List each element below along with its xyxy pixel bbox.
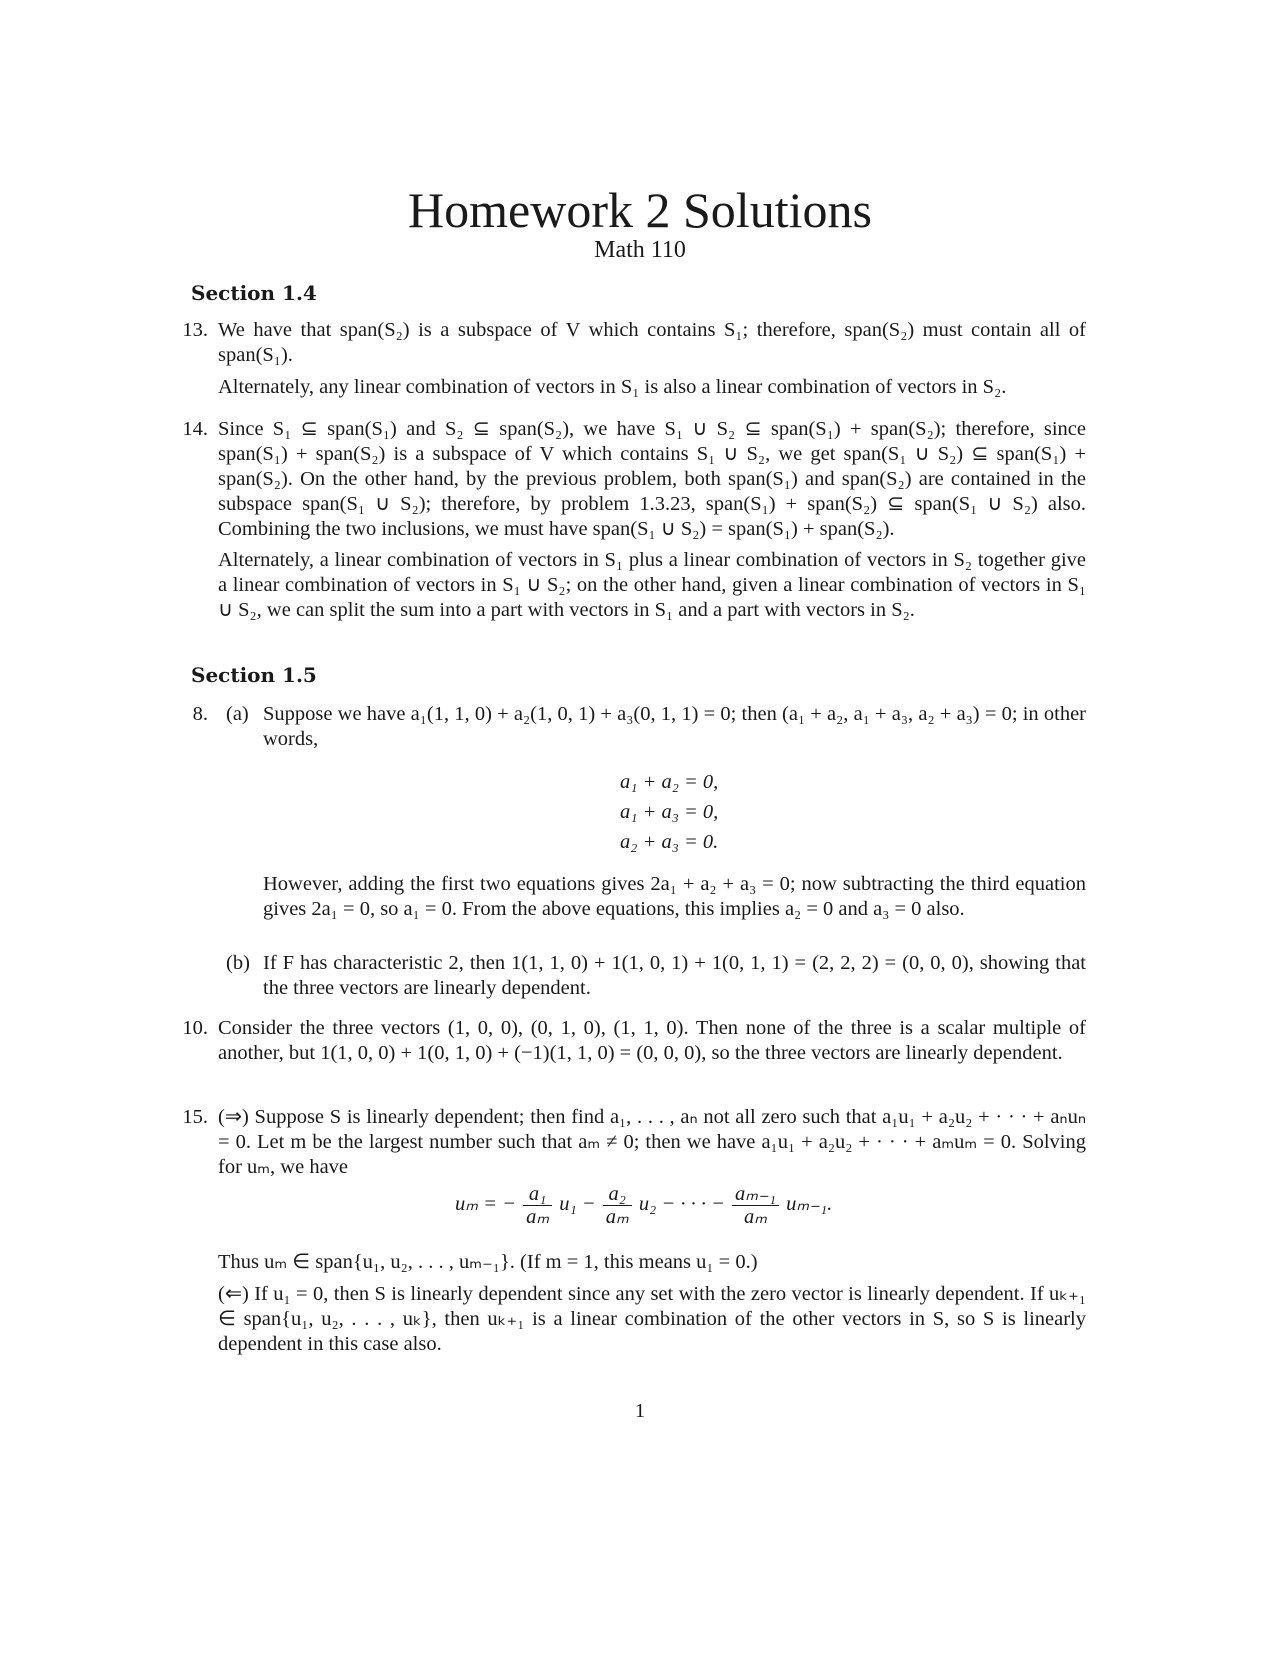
problem-13-number: 13. xyxy=(182,319,208,341)
problem-14-text: Since S₁ ⊆ span(S₁) and S₂ ⊆ span(S₂), we have S₁ ∪ S₂ ⊆ span(S₁) + span(S₂); therefore, since span(S₁) + span(S₂) is a subspace of V which contains S₁ ∪ S₂, we get span(S₁ ∪ S₂) ⊆ span(S₁) + span(S₂). On the other hand, by the previous problem, both span(S₁) and span(S₂) are contained in the subspace span(S₁ ∪ S₂); therefore, by problem 1.3.23, span(S₁) + span(S₂) ⊆ span(S₁ ∪ S₂) also. Combining the two inclusions, we must have span(S₁ ∪ S₂) = span(S₁) + span(S₂). xyxy=(218,418,1086,540)
section-heading-1-5: Section 1.5 xyxy=(191,663,317,687)
equation-2: a₁ + a₃ = 0, xyxy=(620,801,719,823)
problem-8-number: 8. xyxy=(192,703,208,725)
problem-15-thus: Thus uₘ ∈ span{u₁, u₂, . . . , uₘ₋₁}. (If m = 1, this means u₁ = 0.) xyxy=(218,1251,758,1273)
problem-14-number: 14. xyxy=(182,418,208,440)
fraction-1-numerator: a₁ xyxy=(523,1183,552,1206)
fraction-3-denominator: aₘ xyxy=(744,1206,768,1228)
problem-8a-text: Suppose we have a₁(1, 1, 0) + a₂(1, 0, 1) + a₃(0, 1, 1) = 0; then (a₁ + a₂, a₁ + a₃, a₂ + a₃) = 0; in other words, xyxy=(263,703,1086,750)
display-equation xyxy=(455,1183,832,1228)
display-term-2: u₂ − · · · − xyxy=(638,1193,725,1216)
display-term-3: uₘ₋₁. xyxy=(786,1193,833,1216)
document-title: Homework 2 Solutions xyxy=(408,182,872,238)
page-number: 1 xyxy=(634,1400,646,1422)
problem-8a-label: (a) xyxy=(226,703,249,725)
fraction-1-denominator: aₘ xyxy=(526,1206,550,1228)
problem-15-converse: (⇐) If u₁ = 0, then S is linearly dependent since any set with the zero vector is linearly dependent. If uₖ₊₁ ∈ span{u₁, u₂, . . . , uₖ}, then uₖ₊₁ is a linear combination of the other vectors in S, so S is linearly dependent in this case also. xyxy=(218,1283,1086,1355)
problem-13-alternate: Alternately, any linear combination of vectors in S₁ is also a linear combination of vectors in S₂. xyxy=(218,376,1007,398)
problem-8b-label: (b) xyxy=(226,952,250,974)
fraction-2-denominator: aₘ xyxy=(605,1206,629,1228)
fraction-2 xyxy=(603,1183,632,1228)
problem-8a-conclusion: However, adding the first two equations gives 2a₁ + a₂ + a₃ = 0; now subtracting the third equation gives 2a₁ = 0, so a₁ = 0. From the above equations, this implies a₂ = 0 and a₃ = 0 also. xyxy=(263,873,1086,920)
fraction-1 xyxy=(523,1183,552,1228)
problem-10-text: Consider the three vectors (1, 0, 0), (0, 1, 0), (1, 1, 0). Then none of the three is a scalar multiple of another, but 1(1, 0, 0) + 1(0, 1, 0) + (−1)(1, 1, 0) = (0, 0, 0), so the three vectors are linearly dependent. xyxy=(218,1017,1086,1064)
problem-10-number: 10. xyxy=(182,1017,208,1039)
problem-14-alternate: Alternately, a linear combination of vectors in S₁ plus a linear combination of vectors in S₂ together give a linear combination of vectors in S₁ ∪ S₂; on the other hand, given a linear combination of vectors in S₁ ∪ S₂, we can split the sum into a part with vectors in S₁ and a part with vectors in S₂. xyxy=(218,549,1086,621)
display-lhs: uₘ = − xyxy=(455,1193,516,1216)
problem-13-text: We have that span(S₂) is a subspace of V which contains S₁; therefore, span(S₂) must contain all of span(S₁). xyxy=(218,319,1086,366)
problem-15-text: (⇒) Suppose S is linearly dependent; then find a₁, . . . , aₙ not all zero such that a₁u₁ + a₂u₂ + · · · + aₙuₙ = 0. Let m be the largest number such that aₘ ≠ 0; then we have a₁u₁ + a₂u₂ + · · · + aₘuₘ = 0. Solving for uₘ, we have xyxy=(218,1106,1086,1178)
equation-3: a₂ + a₃ = 0. xyxy=(620,831,719,853)
display-term-1: u₁ − xyxy=(559,1193,596,1216)
problem-15-number: 15. xyxy=(182,1106,208,1128)
fraction-3 xyxy=(732,1183,779,1228)
document-subtitle: Math 110 xyxy=(594,237,686,263)
section-heading-1-4: Section 1.4 xyxy=(191,281,317,305)
problem-8b-text: If F has characteristic 2, then 1(1, 1, 0) + 1(1, 0, 1) + 1(0, 1, 1) = (2, 2, 2) = (0, 0, 0), showing that the three vectors are linearly dependent. xyxy=(263,952,1086,999)
equation-1: a₁ + a₂ = 0, xyxy=(620,771,719,793)
fraction-2-numerator: a₂ xyxy=(603,1183,632,1206)
fraction-3-numerator: aₘ₋₁ xyxy=(732,1183,779,1206)
